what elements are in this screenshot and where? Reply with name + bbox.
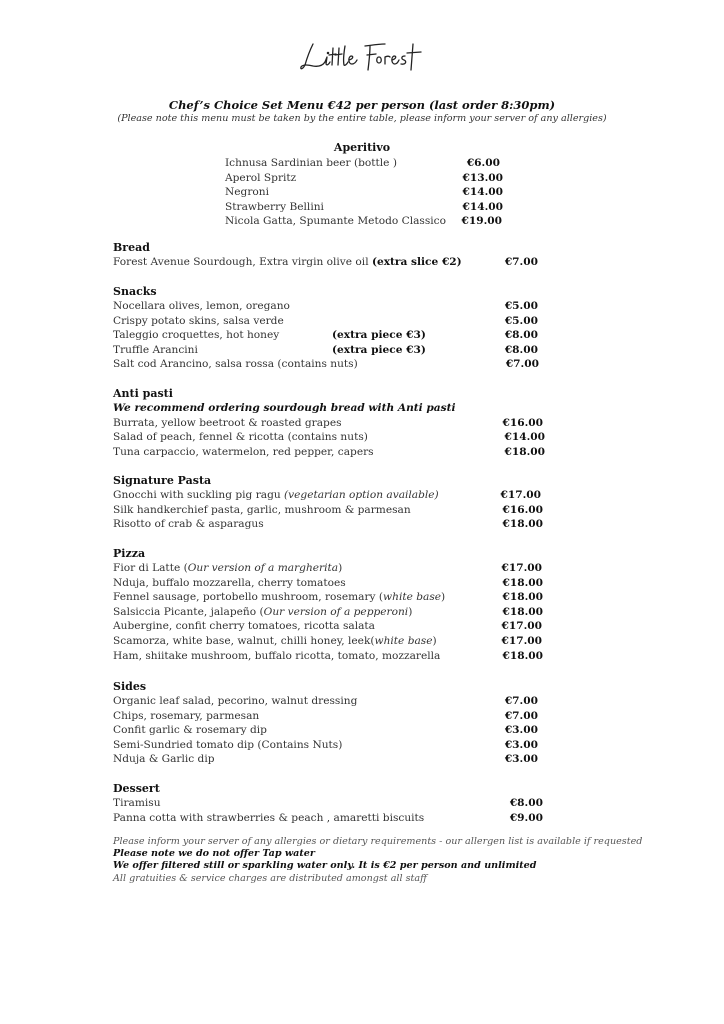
item-price: €14.00 <box>504 431 545 444</box>
item-note: white base <box>374 634 433 647</box>
aperitivo-item <box>225 215 503 230</box>
menu-item <box>113 255 545 270</box>
menu-item <box>113 811 545 826</box>
item-name: Strawberry Bellini <box>225 200 324 213</box>
menu-item <box>113 299 545 314</box>
aperitivo-item <box>225 157 503 172</box>
menu-item <box>113 619 545 634</box>
set-menu-note: (Please note this menu must be taken by the entire table, please inform your server of any allergies) <box>117 113 607 124</box>
item-price: €18.00 <box>504 445 545 458</box>
item-name: Organic leaf salad, pecorino, walnut dressing <box>113 695 358 707</box>
menu-item <box>113 723 545 738</box>
item-name: Nduja & Garlic dip <box>113 753 215 766</box>
item-price: €3.00 <box>504 724 538 737</box>
menu-item <box>113 738 545 753</box>
item-name: Confit garlic & rosemary dip <box>113 724 267 737</box>
menu-item <box>113 343 545 358</box>
section-subheading: We recommend ordering sourdough bread with Anti pasti <box>113 402 456 414</box>
item-name: Panna cotta with strawberries & peach , amaretti biscuits <box>113 811 425 824</box>
item-name: Salsiccia Picante, jalapeño (Our version of a pepperoni) <box>113 605 413 618</box>
menu-item <box>113 605 545 620</box>
allergy-note: Please inform your server of any allergies or dietary requirements - our allergen list is available if requested <box>113 836 643 847</box>
item-name: Tuna carpaccio, watermelon, red pepper, capers <box>113 445 374 458</box>
item-name: Burrata, yellow beetroot & roasted grapes <box>113 416 342 429</box>
item-price: €8.00 <box>509 797 543 809</box>
set-menu-title: Chef’s Choice Set Menu €42 per person (last order 8:30pm) <box>168 98 556 112</box>
item-price: €16.00 <box>502 503 543 516</box>
item-price: €18.00 <box>502 518 543 531</box>
item-name: Taleggio croquettes, hot honey <box>113 329 280 342</box>
little-forest-script-logo <box>297 40 427 74</box>
section-heading: Snacks <box>113 285 157 298</box>
item-name: Crispy potato skins, salsa verde <box>113 314 284 327</box>
menu-item <box>113 416 545 431</box>
menu-item <box>113 752 545 767</box>
item-name: Nduja, buffalo mozzarella, cherry tomatoes <box>113 576 346 589</box>
item-name: Aubergine, confit cherry tomatoes, ricotta salata <box>113 620 375 633</box>
item-extra: (extra piece €3) <box>332 329 426 342</box>
menu-item <box>113 488 545 503</box>
menu-item <box>113 590 545 605</box>
item-price: €17.00 <box>501 620 542 633</box>
item-price: €14.00 <box>462 186 503 198</box>
item-price: €7.00 <box>504 709 538 722</box>
item-name: Scamorza, white base, walnut, chilli honey, leek(white base) <box>113 634 437 647</box>
section-sides <box>113 679 545 767</box>
item-name: Truffle Arancini <box>113 343 198 356</box>
item-extra: (extra piece €3) <box>332 343 426 356</box>
item-price: €3.00 <box>504 753 538 766</box>
item-name: Fennel sausage, portobello mushroom, rosemary (white base) <box>113 591 446 604</box>
item-price: €5.00 <box>504 314 538 327</box>
menu-item <box>113 634 545 649</box>
item-price: €5.00 <box>504 300 538 312</box>
item-price: €14.00 <box>462 200 503 213</box>
item-price: €18.00 <box>502 591 543 604</box>
section-pizza <box>113 546 545 663</box>
menu-item <box>113 796 545 811</box>
item-price: €8.00 <box>504 343 538 356</box>
section-antipasti <box>113 386 545 459</box>
tap-water-note: Please note we do not offer Tap water <box>113 848 315 860</box>
filtered-water-note: We offer filtered still or sparkling water only. It is €2 per person and unlimited <box>113 860 537 872</box>
item-name: Silk handkerchief pasta, garlic, mushroom & parmesan <box>113 503 411 516</box>
footer-notes <box>113 836 643 885</box>
item-name: Tiramisu <box>113 797 161 809</box>
item-name: Gnocchi with suckling pig ragu (vegetarian option available) <box>113 489 439 501</box>
aperitivo-item <box>225 201 503 216</box>
item-note: Our version of a pepperoni <box>263 605 409 618</box>
section-heading: Bread <box>113 241 150 254</box>
menu-item <box>113 445 545 460</box>
item-price: €18.00 <box>502 649 543 662</box>
item-name: Salt cod Arancino, salsa rossa (contains nuts) <box>113 358 358 371</box>
menu-item <box>113 709 545 724</box>
item-price: €17.00 <box>500 489 541 501</box>
section-heading: Anti pasti <box>113 387 173 400</box>
item-price: €7.00 <box>505 358 539 371</box>
item-name: Salad of peach, fennel & ricotta (contains nuts) <box>113 431 368 444</box>
menu-item <box>113 503 545 518</box>
menu-item <box>113 649 545 664</box>
aperitivo-item <box>225 172 503 187</box>
item-price: €7.00 <box>504 256 538 268</box>
item-name: Chips, rosemary, parmesan <box>113 709 260 722</box>
section-snacks <box>113 284 545 372</box>
section-heading: Sides <box>113 680 147 693</box>
section-heading: Pizza <box>113 547 146 560</box>
item-note: white base <box>383 591 442 604</box>
item-price: €18.00 <box>502 605 543 618</box>
section-signature-pasta <box>113 473 545 532</box>
menu-item <box>113 561 545 576</box>
item-price: €16.00 <box>502 416 543 429</box>
item-name: Ham, shiitake mushroom, buffalo ricotta, tomato, mozzarella <box>113 649 441 662</box>
item-price: €17.00 <box>501 562 542 574</box>
menu-item <box>113 314 545 329</box>
menu-item <box>113 357 545 372</box>
item-name: Nocellara olives, lemon, oregano <box>113 300 290 312</box>
item-note: Our version of a margherita <box>187 562 339 574</box>
section-heading: Dessert <box>113 782 160 795</box>
aperitivo-item <box>225 186 503 201</box>
item-price: €7.00 <box>504 695 538 707</box>
gratuities-note: All gratuities & service charges are distributed amongst all staff <box>113 872 427 884</box>
item-name: Fior di Latte (Our version of a margherita) <box>113 562 343 574</box>
item-price: €6.00 <box>466 157 500 169</box>
item-note: (vegetarian option available) <box>284 489 439 501</box>
item-price: €9.00 <box>509 811 543 824</box>
item-price: €8.00 <box>504 329 538 342</box>
item-name: Forest Avenue Sourdough, Extra virgin olive oil (extra slice €2) <box>113 256 462 268</box>
item-name: Ichnusa Sardinian beer (bottle ) <box>225 157 397 169</box>
menu-item <box>113 328 545 343</box>
item-price: €18.00 <box>502 576 543 589</box>
item-name: Nicola Gatta, Spumante Metodo Classico <box>225 215 446 227</box>
menu-item <box>113 430 545 445</box>
item-name: Semi-Sundried tomato dip (Contains Nuts) <box>113 738 343 751</box>
item-extra: (extra slice €2) <box>371 256 462 268</box>
menu-item <box>113 694 545 709</box>
item-name: Negroni <box>225 186 269 198</box>
item-name: Risotto of crab & asparagus <box>113 518 264 531</box>
restaurant-logo <box>0 40 724 78</box>
item-price: €17.00 <box>501 634 542 647</box>
item-price: €19.00 <box>461 215 502 227</box>
section-heading: Signature Pasta <box>113 474 212 487</box>
aperitivo-heading: Aperitivo <box>333 141 391 154</box>
menu-item <box>113 576 545 591</box>
menu-item <box>113 517 545 532</box>
item-price: €3.00 <box>504 738 538 751</box>
item-price: €13.00 <box>462 171 503 184</box>
item-name: Aperol Spritz <box>225 171 297 184</box>
section-dessert <box>113 781 545 825</box>
section-bread <box>113 240 545 270</box>
